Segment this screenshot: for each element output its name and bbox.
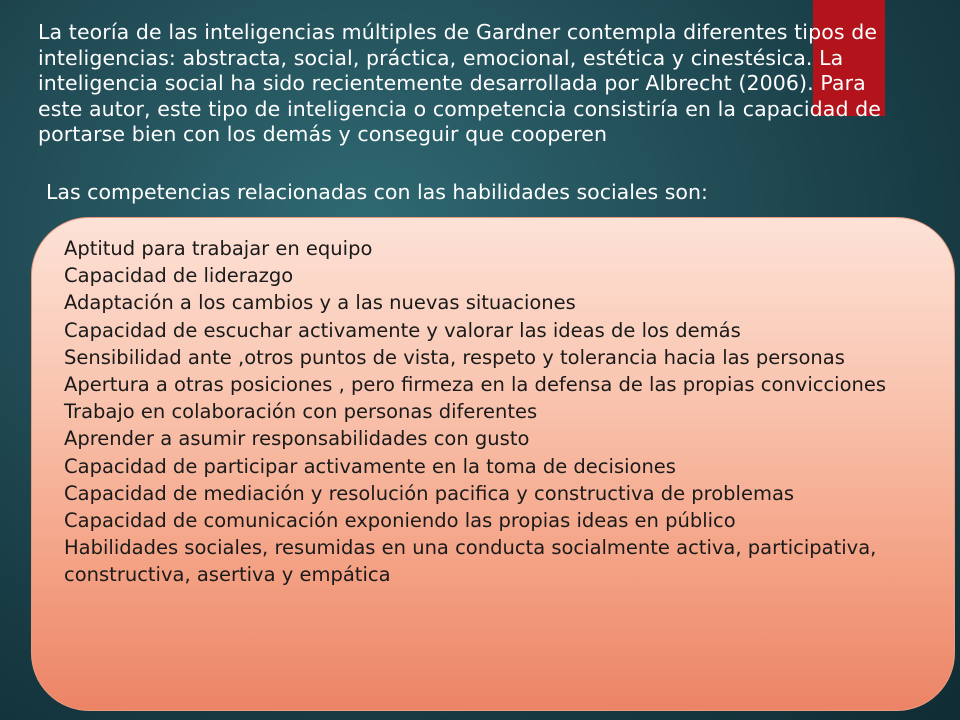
list-item: Apertura a otras posiciones , pero firmeza en la defensa de las propias convicciones <box>64 373 887 397</box>
competencias-list <box>64 235 944 589</box>
list-item: Habilidades sociales, resumidas en una conducta socialmente activa, participativa, constructiva, asertiva y empática <box>64 536 877 587</box>
list-item: Capacidad de participar activamente en la toma de decisiones <box>64 454 676 478</box>
list-item: Capacidad de liderazgo <box>64 264 294 288</box>
list-item: Aprender a asumir responsabilidades con gusto <box>64 427 530 451</box>
list-item: Capacidad de mediación y resolución pacifica y constructiva de problemas <box>64 481 795 505</box>
list-item: Capacidad de escuchar activamente y valorar las ideas de los demás <box>64 318 741 342</box>
list-item: Adaptación a los cambios y a las nuevas situaciones <box>64 291 576 315</box>
list-item: Trabajo en colaboración con personas diferentes <box>64 400 538 424</box>
list-item: Capacidad de comunicación exponiendo las propias ideas en público <box>64 509 736 533</box>
list-item: Aptitud para trabajar en equipo <box>64 237 373 260</box>
list-item: Sensibilidad ante ,otros puntos de vista, respeto y tolerancia hacia las personas <box>64 345 845 369</box>
intro-paragraph: La teoría de las inteligencias múltiples de Gardner contempla diferentes tipos de inteligencias: abstracta, social, práctica, emocional, estética y cinestésica. La inteligencia social ha sido recientemente desarrollada por Albrecht (2006). Para este autor, este tipo de inteligencia o competencia consistiría en la capacidad de portarse bien con los demás y conseguir que cooperen <box>38 20 882 146</box>
competencias-heading: Las competencias relacionadas con las habilidades sociales son: <box>46 180 708 204</box>
